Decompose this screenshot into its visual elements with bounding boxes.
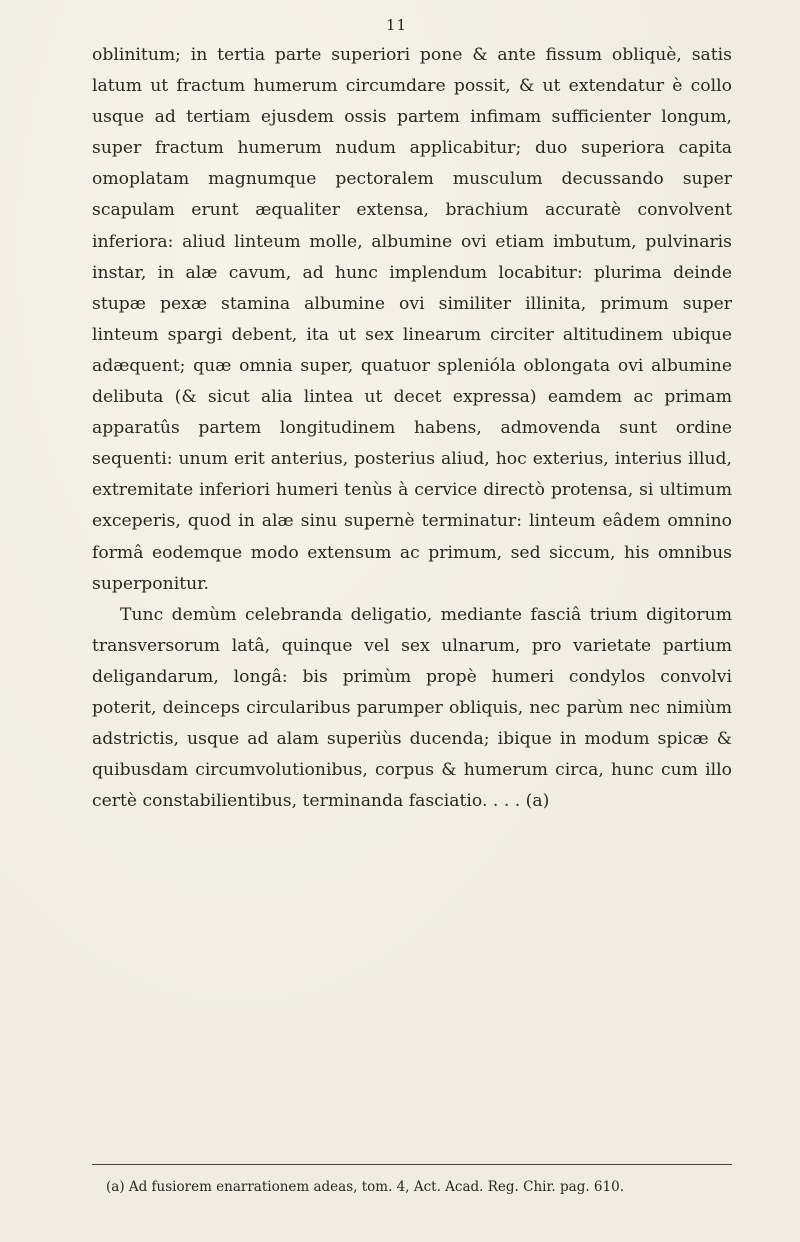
footnote <box>92 1176 732 1198</box>
main-text <box>92 40 732 817</box>
page-number: 11 <box>386 16 408 34</box>
paragraph-1: oblinitum; in tertia parte superiori pone & ante fissum obliquè, satis latum ut fractum humerum circumdare possit, & ut extendatur è collo usque ad tertiam ejusdem ossis partem infimam sufficienter longum, super fractum humerum nudum applicabitur; duo superiora capita omoplatam magnumque pectoralem musculum decussando super scapulam erunt æqualiter extensa, brachium accuratè convolvent inferiora: aliud linteum molle, albumine ovi etiam imbutum, pulvinaris instar, in alæ cavum, ad hunc implendum locabitur: plurima deinde stupæ pexæ stamina albumine ovi similiter illinita, primum super linteum spargi debent, ita ut sex linearum circiter altitudinem ubique adæquent; quæ omnia super, quatuor splenióla oblongata ovi albumine delibuta (& sicut alia lintea ut decet expressa) eamdem ac primam apparatûs partem longitudinem habens, admovenda sunt ordine sequenti: unum erit anterius, posterius aliud, hoc exterius, interius illud, extremitate inferiori humeri tenùs à cervice directò protensa, si ultimum exceperis, quod in alæ sinu supernè terminatur: linteum eâdem omnino formâ eodemque modo extensum ac primum, sed siccum, his omnibus superponitur. <box>92 45 732 594</box>
footnote-text: (a) Ad fusiorem enarrationem adeas, tom. 4, Act. Acad. Reg. Chir. pag. 610. <box>106 1179 624 1195</box>
footnote-divider <box>92 1164 732 1165</box>
paragraph-2: Tunc demùm celebranda deligatio, mediante fasciâ trium digitorum transversorum latâ, quinque vel sex ulnarum, pro varietate partium deligandarum, longâ: bis primùm propè humeri condylos convolvi poterit, deinceps circularibus parumper obliquis, nec parùm nec nimiùm adstrictis, usque ad alam superiùs ducenda; ibique in modum spicæ & quibusdam circumvolutionibus, corpus & humerum circa, hunc cum illo certè constabilientibus, terminanda fasciatio. . . . (a) <box>92 604 732 812</box>
